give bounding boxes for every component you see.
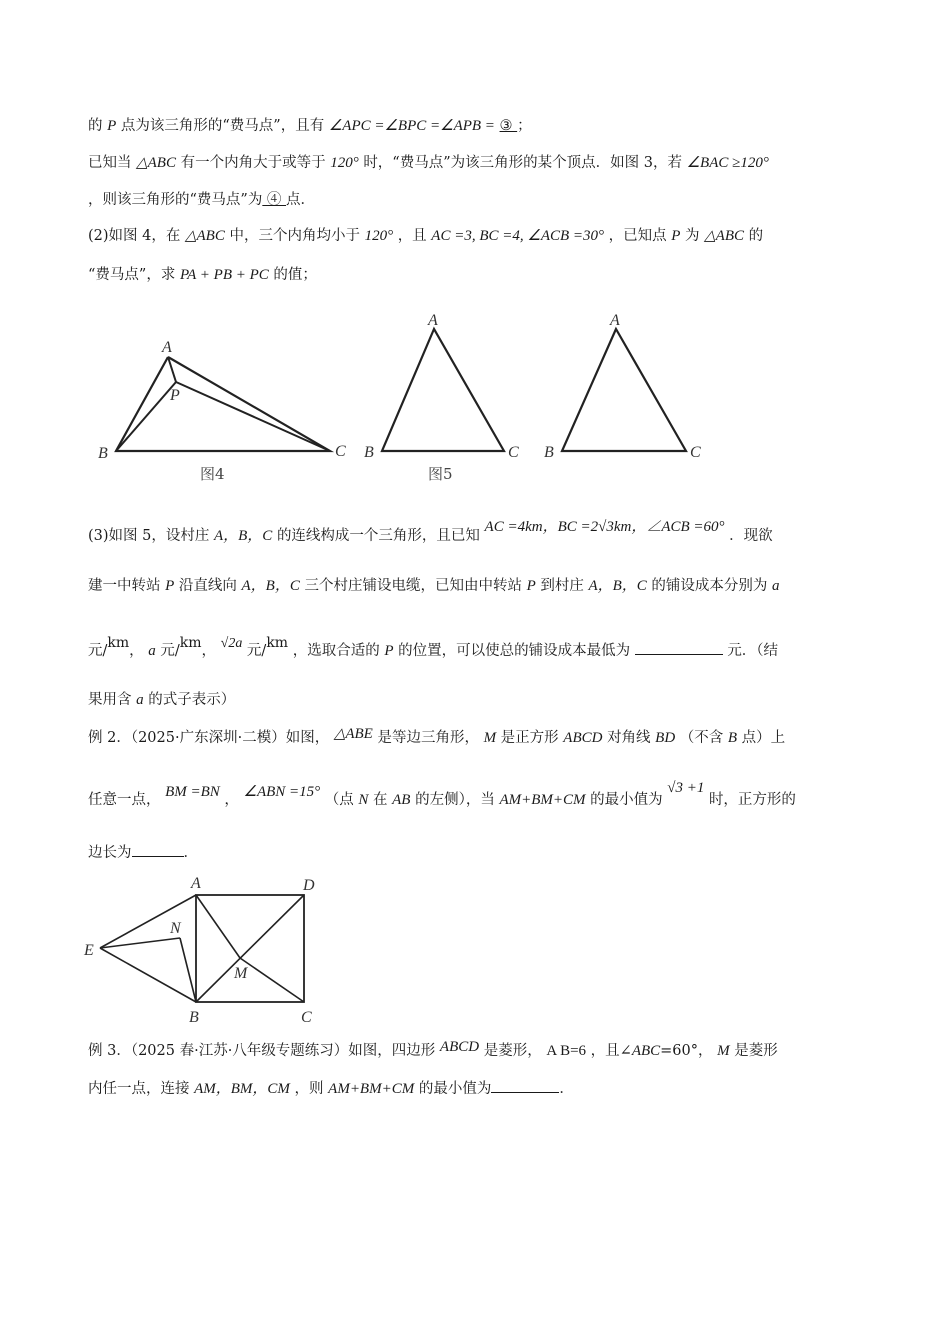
text: 建一中转站 bbox=[88, 578, 161, 594]
text: 时，正方形的 bbox=[708, 792, 796, 808]
point-label: P bbox=[671, 228, 681, 244]
text: ，选取合适的 bbox=[292, 643, 380, 659]
text: 中，三个内角均小于 bbox=[229, 228, 360, 244]
sum-expression: AM+BM+CM bbox=[499, 792, 586, 808]
angle-equation: ∠APC =∠BPC =∠APB = bbox=[328, 118, 495, 134]
angle-condition: ∠ABN =15° bbox=[243, 784, 321, 800]
label-a: A bbox=[162, 339, 172, 356]
text: 三个村庄铺设电缆，已知由中转站 bbox=[304, 578, 522, 594]
text: 是正方形 bbox=[500, 730, 564, 746]
segment-nb bbox=[180, 938, 196, 1002]
text: ； bbox=[517, 118, 532, 134]
triangle-abc bbox=[562, 329, 686, 451]
segment-eb bbox=[100, 948, 196, 1002]
text: (3)如图 5，设村庄 bbox=[88, 528, 210, 544]
variable-a: a bbox=[148, 643, 156, 659]
example2-line-3 bbox=[88, 842, 198, 863]
answer-3: ③ bbox=[499, 118, 518, 134]
label-e: E bbox=[84, 942, 94, 959]
text: 果用含 bbox=[88, 692, 132, 708]
text: =60°， bbox=[660, 1043, 713, 1059]
quad-name: ABCD bbox=[439, 1039, 480, 1055]
diagonal-name: BD bbox=[655, 730, 676, 746]
example3-line-1 bbox=[88, 1041, 778, 1061]
diagonal-bd bbox=[196, 895, 304, 1002]
segment-pb bbox=[116, 382, 176, 451]
label-a: A bbox=[191, 875, 201, 892]
segment-name: AB bbox=[392, 792, 411, 808]
label-b: B bbox=[364, 444, 374, 461]
point-label: N bbox=[358, 792, 369, 808]
variable-a: a bbox=[136, 692, 144, 708]
part1-line-2 bbox=[88, 153, 769, 173]
answer-blank[interactable] bbox=[635, 640, 723, 655]
segment-pc bbox=[176, 382, 330, 451]
label-c: C bbox=[508, 444, 519, 461]
text: ， bbox=[201, 643, 217, 659]
label-p: P bbox=[170, 387, 180, 404]
part3-line-1 bbox=[88, 519, 773, 546]
figure-4 bbox=[90, 330, 360, 490]
text: 是菱形 bbox=[734, 1043, 778, 1059]
text: ，且 bbox=[397, 228, 427, 244]
text: 的连线构成一个三角形，且已知 bbox=[276, 528, 480, 544]
answer-blank[interactable] bbox=[491, 1078, 559, 1093]
text: 有一个内角大于或等于 bbox=[180, 155, 326, 171]
text: 元．（结 bbox=[727, 643, 779, 659]
label-c: C bbox=[690, 444, 701, 461]
caption: 图5 bbox=[428, 465, 453, 483]
text: 元/ bbox=[242, 643, 267, 659]
text: 的 bbox=[748, 228, 764, 244]
part1-line-1 bbox=[88, 116, 532, 136]
text: 元/ bbox=[88, 643, 108, 659]
part2-line-1 bbox=[88, 226, 763, 246]
sqrt2-a: √2a bbox=[220, 636, 243, 651]
part3-line-4 bbox=[88, 690, 235, 710]
text: 的最小值为 bbox=[590, 792, 663, 808]
min-value: √3 +1 bbox=[667, 780, 705, 796]
point-label: P bbox=[165, 578, 175, 594]
answer-4: ④ bbox=[262, 192, 287, 208]
example2-figure bbox=[80, 870, 340, 1025]
text: 的 bbox=[88, 118, 103, 134]
part2-line-2 bbox=[88, 265, 317, 285]
point-label: M bbox=[717, 1043, 730, 1059]
label-c: C bbox=[301, 1009, 312, 1026]
text: 的位置，可以使总的铺设成本最低为 bbox=[398, 643, 631, 659]
example2-line-2 bbox=[88, 780, 796, 810]
text: 沿直线向 bbox=[178, 578, 237, 594]
text: “费马点”，求 bbox=[88, 267, 176, 283]
text: 的最小值为 bbox=[418, 1081, 492, 1097]
point-label: B bbox=[727, 730, 738, 746]
text: 到村庄 bbox=[540, 578, 584, 594]
triangle-symbol: △ABC bbox=[184, 228, 225, 244]
points: A，B，C bbox=[241, 578, 300, 594]
angle-name: ABC bbox=[631, 1043, 661, 1059]
equation: BM =BN bbox=[165, 784, 220, 800]
text: 时，“费马点”为该三角形的某个顶点．如图 3，若 bbox=[363, 155, 682, 171]
label-b: B bbox=[544, 444, 554, 461]
text: 点）上 bbox=[741, 730, 786, 746]
text: ，则该三角形的“费马点”为 bbox=[88, 192, 263, 208]
text: 的铺设成本分别为 bbox=[651, 578, 768, 594]
label-n: N bbox=[170, 920, 181, 937]
text: ． bbox=[559, 1081, 574, 1097]
text: ， bbox=[129, 643, 144, 659]
square-name: ABCD bbox=[563, 730, 603, 746]
variable-a: a bbox=[772, 578, 780, 594]
text: 任意一点， bbox=[88, 792, 161, 808]
segment-am bbox=[196, 895, 240, 958]
text: (2)如图 4，在 bbox=[88, 228, 181, 244]
unit-km: km bbox=[107, 635, 130, 651]
text: ， bbox=[224, 792, 239, 808]
text: 是菱形， bbox=[483, 1043, 542, 1059]
triangle-symbol: △ABE bbox=[333, 726, 373, 742]
text: 的左侧），当 bbox=[410, 792, 500, 808]
figure-5 bbox=[360, 305, 530, 490]
text: ．现欲 bbox=[729, 528, 773, 544]
part3-line-3 bbox=[88, 635, 779, 662]
part1-line-3 bbox=[88, 190, 315, 210]
segments: AM，BM，CM bbox=[194, 1081, 290, 1097]
text: 的式子表示） bbox=[148, 692, 236, 708]
text: （点 bbox=[324, 792, 359, 808]
figure-triangle bbox=[540, 305, 710, 465]
text: （不含 bbox=[679, 730, 728, 746]
label-c: C bbox=[335, 443, 346, 460]
triangle-symbol: △ABC bbox=[704, 228, 745, 244]
unit-km: km bbox=[266, 635, 289, 651]
text: ，已知点 bbox=[608, 228, 667, 244]
text: 在 bbox=[368, 792, 393, 808]
segment-en bbox=[100, 938, 180, 948]
given-conditions: AC =4km，BC =2√3km，∠ACB =60° bbox=[484, 519, 725, 535]
point-label: P bbox=[526, 578, 536, 594]
segment-ea bbox=[100, 895, 196, 948]
label-a: A bbox=[428, 312, 438, 329]
triangle-abc bbox=[382, 329, 504, 451]
text: 点为该三角形的“费马点”，且有 bbox=[120, 118, 325, 134]
text: 元/ bbox=[155, 643, 180, 659]
example3-line-2 bbox=[88, 1078, 574, 1099]
point-label: P bbox=[384, 643, 394, 659]
sum-expression: AM+BM+CM bbox=[328, 1081, 415, 1097]
triangle-symbol: △ABC bbox=[136, 155, 176, 171]
answer-blank[interactable] bbox=[132, 842, 184, 857]
side-length: A B=6 bbox=[546, 1043, 587, 1059]
text: 例 2．（2025·广东深圳·二模）如图， bbox=[88, 730, 330, 746]
point-label: P bbox=[107, 118, 117, 134]
text: 边长为 bbox=[88, 845, 132, 861]
text: 点． bbox=[286, 192, 316, 208]
text: 的值； bbox=[273, 267, 317, 283]
label-m: M bbox=[234, 965, 248, 982]
text: ，则 bbox=[294, 1081, 329, 1097]
label-d: D bbox=[303, 877, 315, 894]
caption: 图4 bbox=[200, 465, 225, 483]
points: A，B，C bbox=[213, 528, 273, 544]
degree-value: 120° bbox=[330, 155, 359, 171]
text: 为 bbox=[685, 228, 700, 244]
sum-expression: PA + PB + PC bbox=[179, 267, 269, 283]
label-b: B bbox=[98, 445, 108, 462]
text: ，且∠ bbox=[590, 1043, 632, 1059]
segment-cm bbox=[240, 958, 304, 1002]
text: ． bbox=[183, 845, 198, 861]
text: 例 3．（2025 春·江苏·八年级专题练习）如图，四边形 bbox=[88, 1043, 440, 1059]
part3-line-2 bbox=[88, 576, 780, 596]
text: 内任一点，连接 bbox=[88, 1081, 195, 1097]
label-b: B bbox=[189, 1009, 199, 1026]
text: 是等边三角形， bbox=[377, 730, 479, 746]
angle-condition: ∠BAC ≥120° bbox=[686, 155, 769, 171]
text: 对角线 bbox=[607, 730, 656, 746]
degree-value: 120° bbox=[364, 228, 394, 244]
text: 已知当 bbox=[88, 155, 132, 171]
points: A，B，C bbox=[588, 578, 647, 594]
label-a: A bbox=[610, 312, 620, 329]
point-label: M bbox=[483, 730, 497, 746]
unit-km: km bbox=[179, 635, 202, 651]
example2-line-1 bbox=[88, 728, 785, 748]
given-conditions: AC =3, BC =4, ∠ACB =30° bbox=[431, 228, 605, 244]
